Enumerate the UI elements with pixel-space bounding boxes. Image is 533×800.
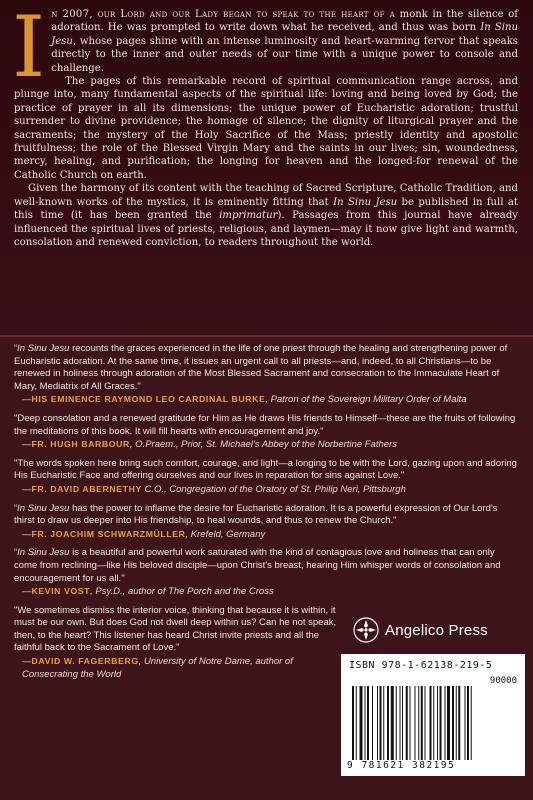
barcode-bar	[471, 686, 472, 760]
barcode-bar	[445, 686, 446, 760]
barcode-bar	[380, 686, 382, 760]
barcode-bar	[400, 686, 401, 760]
publisher-name: Angelico Press	[385, 621, 488, 639]
barcode-bar	[410, 686, 411, 760]
endorsement: “In Sinu Jesu recounts the graces experienced in the life of one priest through the healing and strengthening power of Eucharistic adoration. At the same time, it issues an urgent call to all priests—and, indeed, to all Christians—to be renewed in holiness through adoration of the Most Blessed Sacrament and consecration to the Immaculate Heart of Mary, Mediatrix of All Graces." —HIS EMINENCE RAYMOND LEO CARDINAL BURKE, Patron of the Sovereign Military Order of Malta	[14, 343, 508, 406]
barcode-bar	[440, 686, 442, 760]
barcode-bar	[377, 686, 378, 760]
barcode-bar	[458, 686, 460, 760]
barcode-bar	[437, 686, 438, 760]
barcode-bar	[447, 686, 450, 760]
drop-cap: I	[12, 0, 46, 96]
barcode-bar	[406, 686, 408, 760]
endorsement: "The words spoken here bring such comfort, courage, and light—a longing to be with the Lord, gazing upon and adoring His Eucharistic Face and offering ourselves and our lives in reparation for sins against Love." —FR. DAVID ABERNETHY C.O., Congregation of the Oratory of St. Philip Neri, Pittsburgh	[14, 457, 517, 495]
barcode-bar	[415, 686, 416, 760]
barcode-bar	[360, 686, 363, 760]
barcode-bar	[387, 686, 389, 760]
angelico-cross-logo	[353, 617, 379, 643]
endorsement: “In Sinu Jesu has the power to inflame the desire for Eucharistic adoration. It is a powerful expression of Our Lord's thirst to draw us deeper into His friendship, to heal wounds, and thus to renew the Church." —FR. JOACHIM SCHWARZMÜLLER, Krefeld, Germany	[14, 502, 498, 540]
barcode-bar	[352, 686, 354, 760]
barcode-bar	[430, 686, 432, 760]
isbn-text: ISBN 978-1-62138-219-5	[349, 660, 493, 671]
barcode-bar	[356, 686, 357, 760]
barcode	[351, 686, 517, 760]
barcode-panel	[341, 654, 525, 776]
publisher-mark	[353, 616, 521, 644]
barcode-bar	[467, 686, 469, 760]
barcode-bar	[425, 686, 426, 760]
intro-paragraph-3: Given the harmony of its content with the teaching of Sacred Scripture, Catholic Tradition, and well-known works of the mystics, it is eminently fitting that In Sinu Jesu be published in full at this time (it has been granted the imprimatur). Passages from this journal have already influenced the spiritual lives of priests, religious, and laymen—may it now give light and warmth, consolation and renewed conviction, to readers throughout the world.	[14, 183, 518, 248]
barcode-bar	[421, 686, 423, 760]
endorsement: "Deep consolation and a renewed gratitude for Him as He draws His friends to Himself—these are the fruits of following the meditations of this book. It will fill hearts with encouragement and joy." —FR. HUGH BARBOUR, O.Praem., Prior, St. Michael's Abbey of the Norbertine Fathers	[14, 412, 516, 451]
barcode-bar	[433, 686, 434, 760]
divider	[0, 335, 533, 337]
description-text	[12, 0, 519, 249]
endorsement: “In Sinu Jesu is a beautiful and powerful work saturated with the kind of contagious love and holiness that can only come from reclining—like His beloved disciple—upon Christ's breast, hearing Him whisper words of consolation and encouragement for us all." —KEVIN VOST, Psy.D., author of The Porch and the Cross	[14, 547, 501, 598]
barcode-bar	[372, 686, 373, 760]
barcode-bar	[365, 686, 366, 760]
barcode-bar	[367, 686, 369, 760]
barcode-bar	[391, 686, 394, 760]
price-code: 90000	[489, 676, 517, 686]
barcode-bar	[452, 686, 454, 760]
barcode-bar	[383, 686, 384, 760]
intro-paragraph-2: The pages of this remarkable record of spiritual communication range across, and plunge into, many fundamental aspects of the spiritual life: loving and being loved by God; the practice of prayer in all its dimensions; the unique power of Eucharistic adoration; trustful surrender to divine providence; the homage of silence; the dignity of liturgical prayer and the sacraments; the mystery of the Holy Sacrifice of the Mass; priestly identity and apostolic fruitfulness; the role of the Blessed Virgin Mary and the saints in our lives; sin, woundedness, mercy, healing, and purification; the longing for heaven and the longed-for renewal of the Catholic Church on earth.	[14, 76, 518, 181]
barcode-bar	[402, 686, 403, 760]
barcode-number: 9 781621 382195	[347, 760, 456, 771]
barcode-bar	[418, 686, 419, 760]
endorsement: "We sometimes dismiss the interior voice, thinking that because it is within, it must be our own. But does God not dwell deep within us? Can he not speak, then, to the heart? This listener has heard Christ invite priests and all the faithful back to the Sacrament of Love." —DAVID W. FAGERBERG, University of Notre Dame, author of Consecrating the World	[14, 604, 337, 680]
barcode-bar	[396, 686, 397, 760]
intro-paragraph-1: In 2007, our Lord and our Lady began to speak to the heart of a monk in the silence of adoration. He was prompted to write down what he received, and thus was born In Sinu Jesu, whose pages shine with an intense luminosity and heart-warming fervor that speaks directly to the inner and outer needs of our time with a unique power to console and challenge.	[12, 0, 519, 96]
barcode-bar	[456, 686, 457, 760]
barcode-bar	[465, 686, 466, 760]
